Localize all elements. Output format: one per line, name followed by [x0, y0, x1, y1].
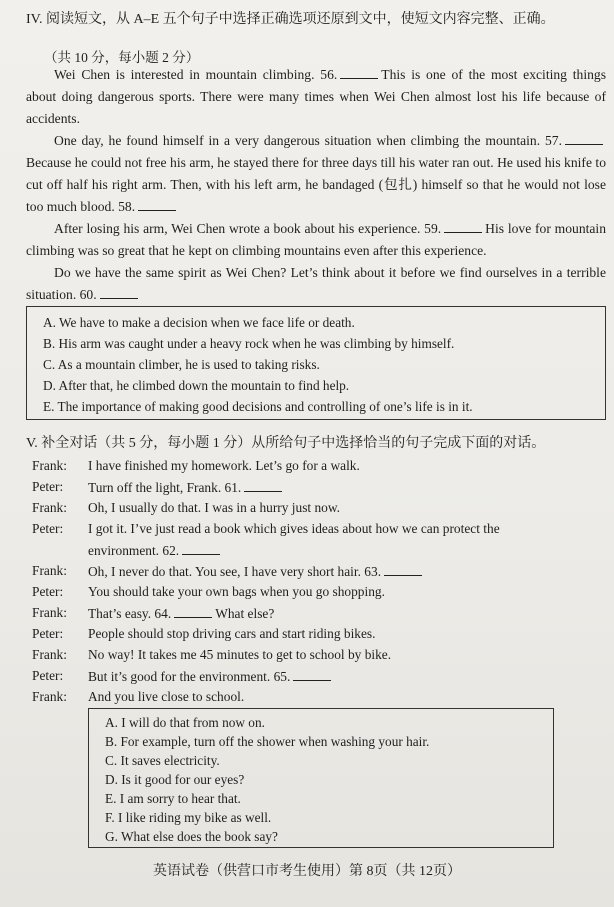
speaker: Peter:: [32, 521, 64, 536]
dialog-line: But it’s good for the environment. 65.: [88, 668, 334, 685]
paragraph-1: Wei Chen is interested in mountain climbing. 56. This is one of the most exciting things about doing dangerous sports. There were many times when Wei Chen almost lost his life because of accidents.: [26, 67, 606, 126]
dialog-line: I have finished my homework. Let’s go for a walk.: [88, 458, 360, 473]
section-4-options-box: [26, 306, 606, 420]
speaker: Frank:: [32, 605, 67, 620]
dialog-line: That’s easy. 64. What else?: [88, 606, 275, 621]
section-5-title: V. 补全对话（共 5 分，每小题 1 分）从所给句子中选择恰当的句子完成下面的对话。: [26, 436, 546, 451]
dialog-line: No way! It takes me 45 minutes to get to school by bike.: [88, 647, 392, 662]
blank-65[interactable]: [293, 668, 331, 681]
dialog-line: Turn off the light, Frank. 61.: [88, 479, 285, 496]
speaker: Peter:: [32, 479, 64, 494]
blank-62[interactable]: [182, 542, 220, 555]
option-c: C. It saves electricity.: [105, 753, 220, 768]
option-a: A. I will do that from now on.: [105, 715, 265, 730]
section-5-options-box: [88, 708, 554, 848]
dialog-line: I got it. I’ve just read a book which gives ideas about how we can protect the: [88, 521, 500, 536]
speaker: Peter:: [32, 584, 64, 599]
option-f: F. I like riding my bike as well.: [105, 810, 272, 825]
section-4-title: IV. 阅读短文，从 A–E 五个句子中选择正确选项还原到文中，使短文内容完整、正确。: [26, 12, 555, 27]
option-d: D. Is it good for our eyes?: [105, 772, 245, 787]
option-b: B. For example, turn off the shower when washing your hair.: [105, 734, 430, 749]
speaker: Frank:: [32, 647, 67, 662]
page-footer: 英语试卷（供营口市考生使用）第 8页（共 12页）: [153, 864, 461, 879]
blank-64[interactable]: [174, 605, 212, 618]
speaker: Frank:: [32, 458, 67, 473]
speaker: Frank:: [32, 563, 67, 578]
speaker: Peter:: [32, 668, 64, 683]
speaker: Frank:: [32, 689, 67, 704]
blank-59[interactable]: [444, 220, 482, 233]
blank-63[interactable]: [384, 563, 422, 576]
blank-60[interactable]: [100, 286, 138, 299]
dialog-line: And you live close to school.: [88, 689, 245, 704]
paragraph-3: After losing his arm, Wei Chen wrote a book about his experience. 59. His love for mountain climbing was so great that he kept on climbing mountains even after this experience.: [26, 221, 606, 258]
dialog-line-continued: environment. 62.: [88, 542, 223, 559]
blank-57[interactable]: [565, 132, 603, 145]
dialog-line: People should stop driving cars and start riding bikes.: [88, 626, 376, 641]
option-d: D. After that, he climbed down the mountain to find help.: [43, 378, 350, 393]
option-c: C. As a mountain climber, he is used to taking risks.: [43, 357, 320, 372]
dialog-line: Oh, I never do that. You see, I have very short hair. 63.: [88, 563, 425, 580]
option-b: B. His arm was caught under a heavy rock when he was climbing by himself.: [43, 336, 455, 351]
option-a: A. We have to make a decision when we face life or death.: [43, 315, 355, 330]
paragraph-4: Do we have the same spirit as Wei Chen? Let’s think about it before we find ourselves in a terrible situation. 60.: [26, 265, 606, 302]
dialog-line: You should take your own bags when you go shopping.: [88, 584, 385, 599]
option-g: G. What else does the book say?: [105, 829, 278, 844]
paragraph-2: One day, he found himself in a very dangerous situation when climbing the mountain. 57.Because he could not free his arm, he stayed there for three days till his water ran out. He used his knife to cut off half his right arm. Then, with his left arm, he bandaged (包扎) himself so that he would not lose too much blood. 58.: [26, 133, 606, 214]
option-e: E. The importance of making good decisions and controlling of one’s life is in it.: [43, 399, 473, 414]
speaker: Peter:: [32, 626, 64, 641]
option-e: E. I am sorry to hear that.: [105, 791, 241, 806]
speaker: Frank:: [32, 500, 67, 515]
blank-56[interactable]: [340, 66, 378, 79]
dialog-line: Oh, I usually do that. I was in a hurry just now.: [88, 500, 341, 515]
blank-61[interactable]: [244, 479, 282, 492]
section-4-points: （共 10 分，每小题 2 分）: [44, 50, 200, 65]
reading-passage: [26, 64, 606, 306]
blank-58[interactable]: [138, 198, 176, 211]
